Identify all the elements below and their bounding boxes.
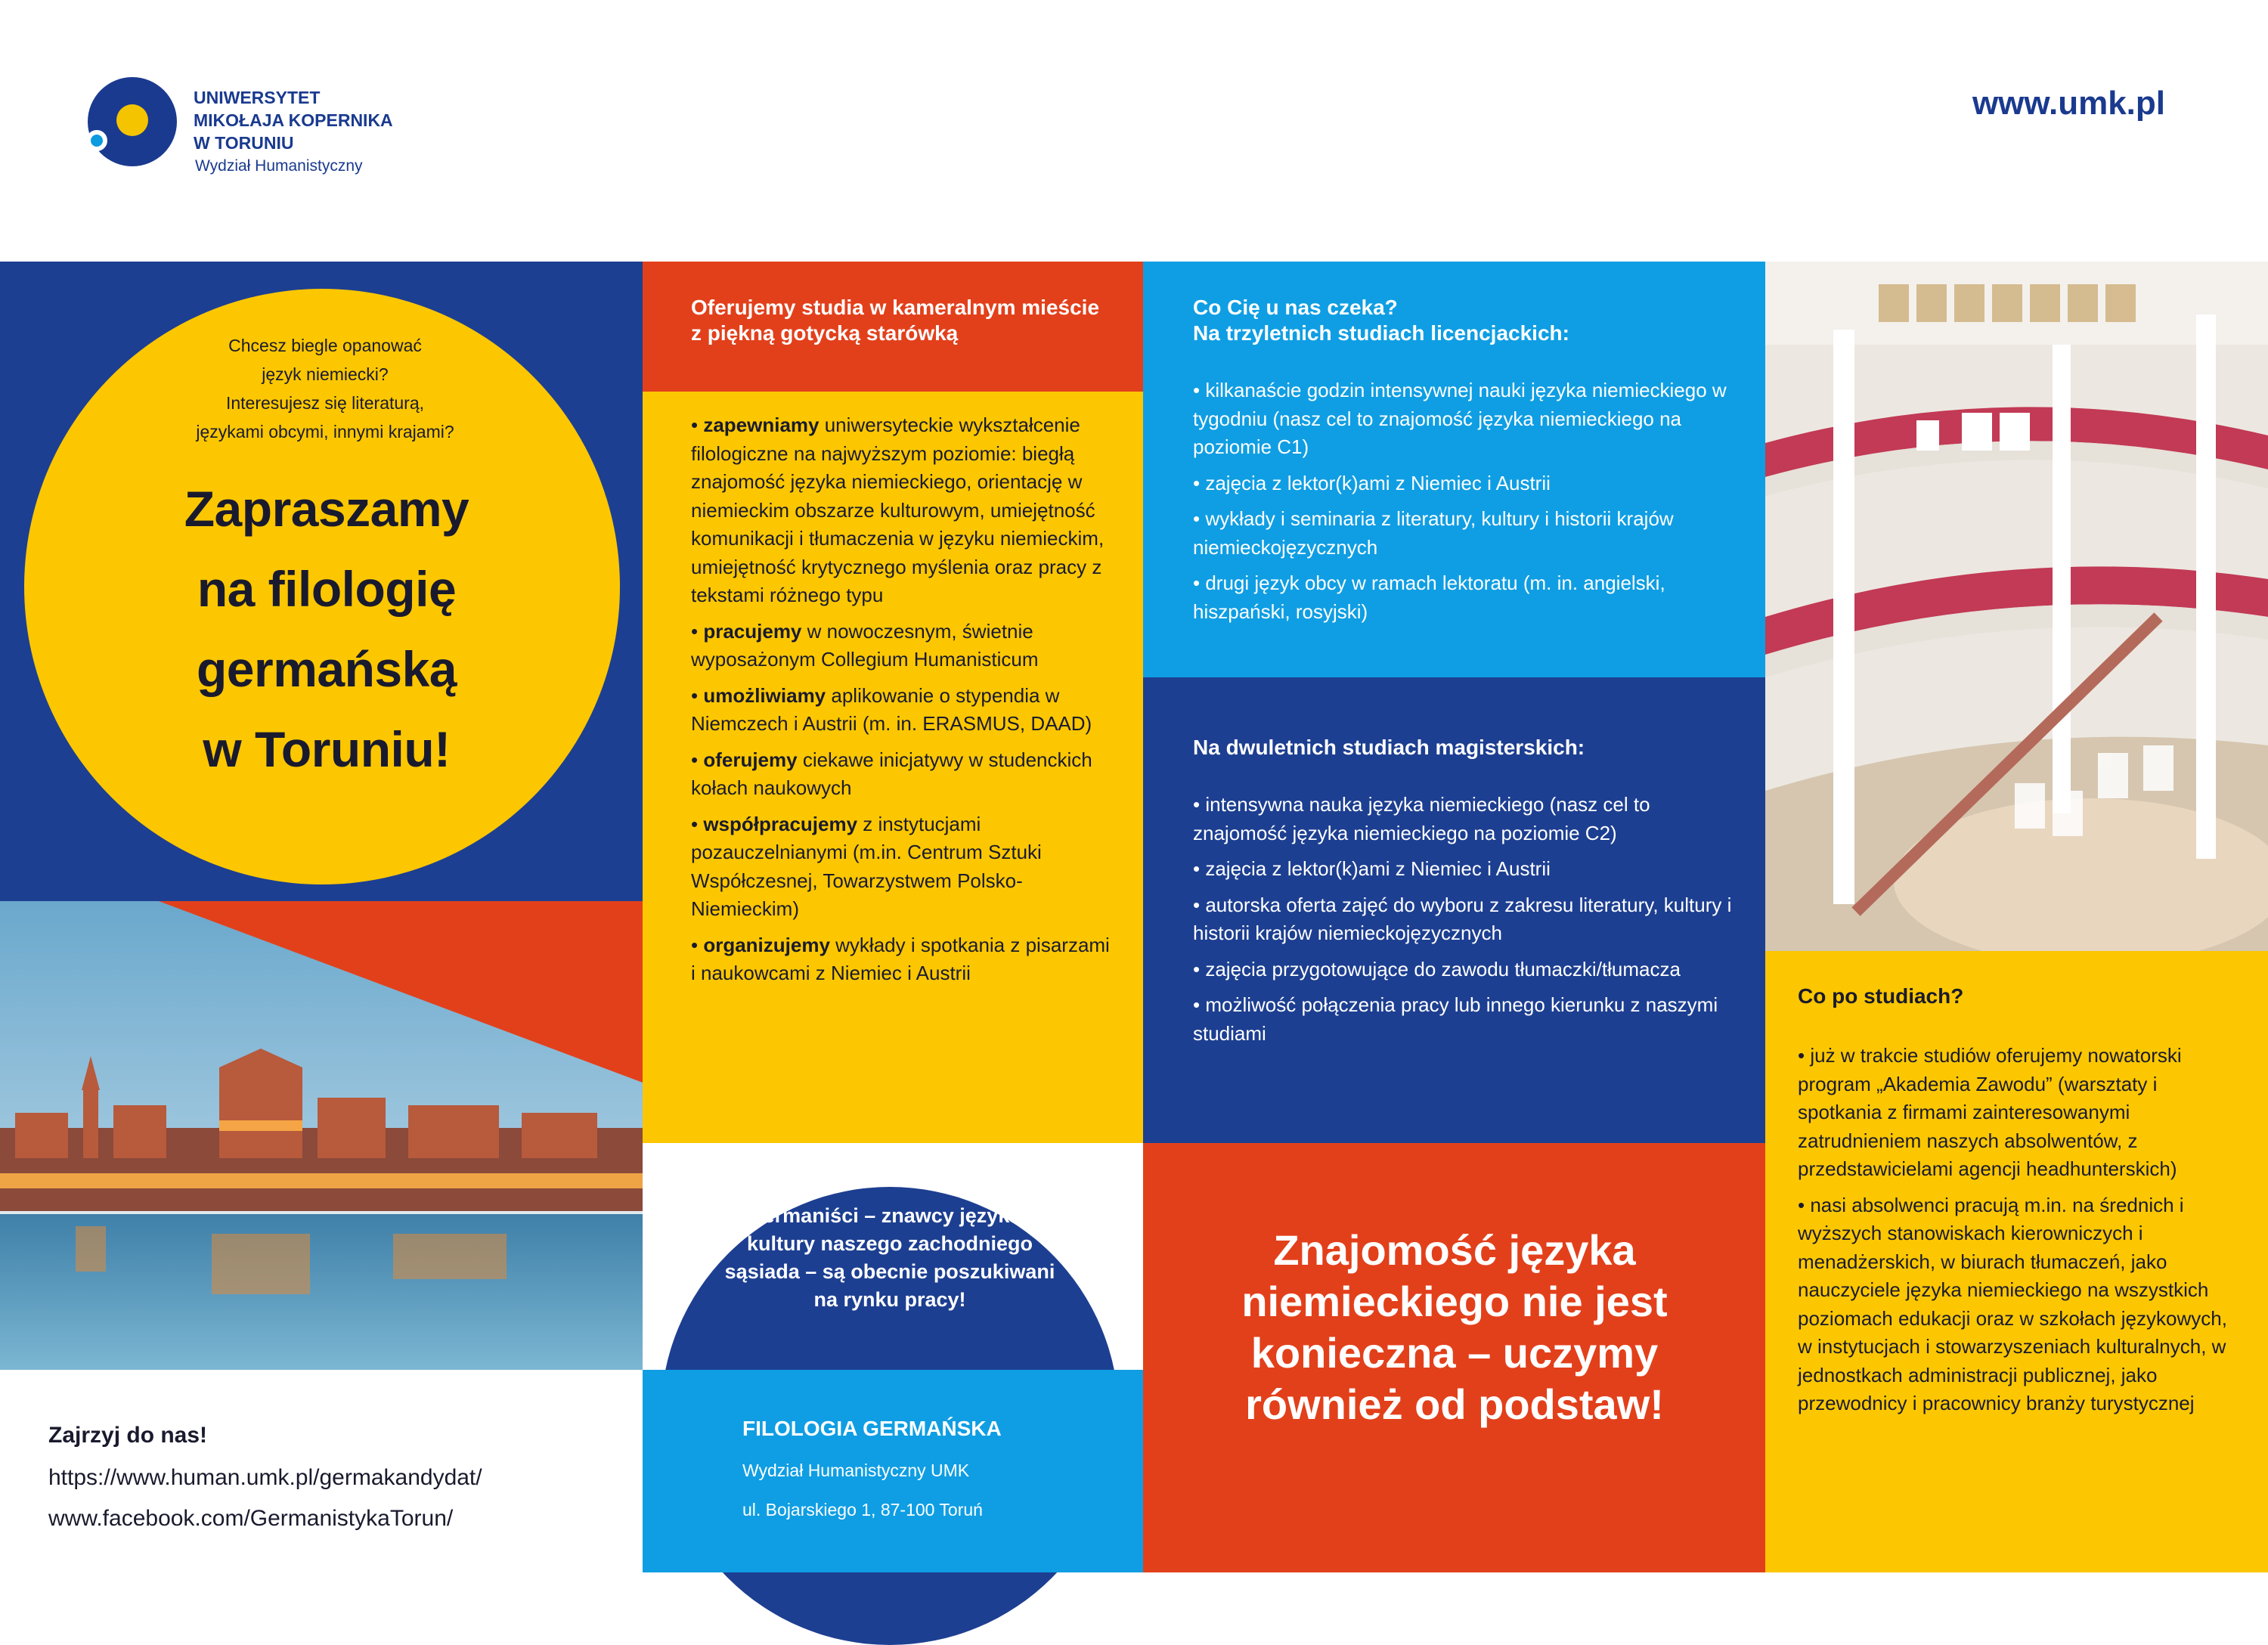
university-name [194,86,435,154]
list-item: • zapewniamy uniwersyteckie wykształcenie filologiczne na najwyższym poziomie: biegłą znajomość języka niemieckiego, orientację w niemieckim obszarze kulturowym, umiejętność komunikacji i tłumaczenia w języku niemieckim, umiejętność krytycznego myślenia oraz pracy z tekstami różnego typu [691,414,1105,606]
offer-item-bold: zapewniamy [703,414,820,436]
offer-item-text: z instytucjami pozauczelnianymi (m.in. Centrum Sztuki Współczesnej, Towarzystwem Polsko-Niemieckim) [691,812,1042,920]
list-item: • już w trakcie studiów oferujemy nowatorski program „Akademia Zawodu” (warsztaty i spotkania z firmami zainteresowanymi zatrudnieniem naszych absolwentów, z przedstawicielami agencji headhunterskich) [1798,1044,2182,1180]
contact-faculty: Wydział Humanistyczny UMK [742,1461,970,1480]
list-item: • możliwość połączenia pracy lub innego kierunku z naszymi studiami [1193,993,1718,1045]
list-item: • drugi język obcy w ramach lektoratu (m. in. angielski, hiszpański, rosyjski) [1193,572,1665,623]
bachelor-item-text: kilkanaście godzin intensywnej nauki języka niemieckiego w tygodniu (nasz cel to znajomość języka niemieckiego na poziomie C1) [1193,379,1727,458]
logo-line-2: MIKOŁAJA KOPERNIKA [194,110,393,130]
bachelor-list [1193,376,1737,634]
offer-item-bold: pracujemy [703,619,802,643]
facebook-link[interactable]: www.facebook.com/GermanistykaTorun/ [48,1506,454,1531]
after-item-text: już w trakcie studiów oferujemy nowatorski program „Akademia Zawodu” (warsztaty i spotkania z firmami zainteresowanymi zatrudnieniem naszych absolwentów, z przedstawicielami agencji headhunterskich) [1798,1044,2182,1180]
master-item-text: autorska oferta zajęć do wyboru z zakresu literatury, kultury i historii krajów niemieckojęzycznych [1193,893,1732,944]
offer-item-bold: umożliwiamy [703,683,826,707]
intro-question-line: Chcesz biegle opanować [228,336,422,355]
offer-heading: Oferujemy studia w kameralnym mieście z piękną gotycką starówką [691,296,1100,345]
bachelor-item-text: drugi język obcy w ramach lektoratu (m. in. angielski, hiszpański, rosyjski) [1193,572,1665,623]
candidate-link[interactable]: https://www.human.umk.pl/germakandydat/ [48,1465,482,1490]
knowledge-statement: Znajomość języka niemieckiego nie jest konieczna – uczymy również od podstaw! [1241,1226,1668,1428]
headline-line: Zapraszamy [184,481,469,537]
contact-address: ul. Bojarskiego 1, 87-100 Toruń [742,1500,983,1520]
offer-item-text: w nowoczesnym, świetnie wyposażonym Collegium Humanisticum [691,619,1039,671]
logo-sun-icon [116,104,148,136]
after-item-text: nasi absolwenci pracują m.in. na średnich i wyższych stanowiskach kierowniczych i menadżerskich, w biurach tłumaczeń, jako nauczyciele języka niemieckiego na wszystkich poziomach edukacji oraz w szkołach językowych, w instytucjach i stowarzyszeniach kulturalnych, w jednostkach administracji publicznej, jako przewodnicy i pracownicy branży turystycznej [1798,1193,2227,1414]
list-item: • pracujemy w nowoczesnym, świetnie wyposażonym Collegium Humanisticum [691,619,1039,671]
intro-questions [121,331,529,446]
list-item: • oferujemy ciekawe inicjatywy w studenckich kołach naukowych [691,748,1092,799]
list-item: • współpracujemy z instytucjami pozauczelnianymi (m.in. Centrum Sztuki Współczesnej, Towarzystwem Polsko-Niemieckim) [691,812,1042,920]
bachelor-item-text: wykłady i seminaria z literatury, kultury i historii krajów niemieckojęzycznych [1193,507,1674,559]
faculty-name: Wydział Humanistyczny [195,157,363,175]
list-item: • zajęcia z lektor(k)ami z Niemiec i Austrii [1193,471,1551,494]
list-item: • umożliwiamy aplikowanie o stypendia w Niemczech i Austrii (m. in. ERASMUS, DAAD) [691,683,1092,735]
master-heading: Na dwuletnich studiach magisterskich: [1193,736,1585,759]
logo-dot-icon [86,130,107,151]
logo-line-1: UNIWERSYTET [194,88,321,107]
intro-question-line: Interesujesz się literaturą, [225,393,425,413]
offer-item-bold: współpracujemy [703,812,858,835]
headline-line: w Toruniu! [203,721,451,777]
intro-headline [100,469,553,789]
headline-line: na filologię [197,561,457,617]
master-item-text: możliwość połączenia pracy lub innego kierunku z naszymi studiami [1193,993,1718,1045]
master-list [1193,791,1737,1055]
list-item: • wykłady i seminaria z literatury, kultury i historii krajów niemieckojęzycznych [1193,507,1674,559]
list-item: • zajęcia przygotowujące do zawodu tłumaczki/tłumacza [1193,957,1681,980]
after-studies-list [1798,1042,2236,1426]
list-item: • zajęcia z lektor(k)ami z Niemiec i Austrii [1193,857,1551,880]
contact-title: FILOLOGIA GERMAŃSKA [742,1417,1002,1440]
bachelor-item-text: zajęcia z lektor(k)ami z Niemiec i Austrii [1205,471,1551,494]
list-item: • autorska oferta zajęć do wyboru z zakresu literatury, kultury i historii krajów niemieckojęzycznych [1193,893,1732,944]
list-item: • intensywna nauka języka niemieckiego (nasz cel to znajomość języka niemieckiego na poziomie C2) [1193,793,1650,844]
master-item-text: zajęcia przygotowujące do zawodu tłumaczki/tłumacza [1205,957,1681,980]
master-item-text: zajęcia z lektor(k)ami z Niemiec i Austrii [1205,857,1551,880]
offer-item-bold: oferujemy [703,748,798,771]
bachelor-heading-line-2: Na trzyletnich studiach licencjackich: [1193,321,1569,345]
offer-list [691,411,1119,996]
master-item-text: intensywna nauka języka niemieckiego (nasz cel to znajomość języka niemieckiego na poziomie C2) [1193,793,1650,844]
intro-question-line: język niemiecki? [262,364,389,384]
germanists-text: Germaniści – znawcy języka i kultury naszego zachodniego sąsiada – są obecnie poszukiwani na rynku pracy! [724,1204,1055,1311]
list-item: • organizujemy wykłady i spotkania z pisarzami i naukowcami z Niemiec i Austrii [691,933,1110,984]
offer-item-text: aplikowanie o stypendia w Niemczech i Austrii (m. in. ERASMUS, DAAD) [691,683,1092,735]
bachelor-heading-line-1: Co Cię u nas czeka? [1193,296,1398,319]
visit-heading: Zajrzyj do nas! [48,1423,208,1448]
offer-item-text: wykłady i spotkania z pisarzami i naukowcami z Niemiec i Austrii [691,933,1110,984]
offer-item-text: ciekawe inicjatywy w studenckich kołach naukowych [691,748,1092,799]
after-studies-heading: Co po studiach? [1798,984,1964,1008]
intro-question-line: językami obcymi, innymi krajami? [196,422,454,441]
offer-item-text: uniwersyteckie wykształcenie filologiczne na najwyższym poziomie: biegłą znajomość języka niemieckiego, orientację w niemieckim obszarze kulturowym, umiejętność komunikacji i tłumaczenia w języku niemieckim, umiejętność krytycznego myślenia oraz pracy z tekstami różnego typu [691,414,1105,606]
website-link[interactable]: www.umk.pl [1972,85,2165,122]
offer-item-bold: organizujemy [703,933,830,956]
list-item: • kilkanaście godzin intensywnej nauki języka niemieckiego w tygodniu (nasz cel to znajomość języka niemieckiego na poziomie C1) [1193,379,1727,458]
list-item: • nasi absolwenci pracują m.in. na średnich i wyższych stanowiskach kierowniczych i menadżerskich, w biurach tłumaczeń, jako nauczyciele języka niemieckiego na wszystkich poziomach edukacji oraz w szkołach językowych, w instytucjach i stowarzyszeniach kulturalnych, w jednostkach administracji publicznej, jako przewodnicy i pracownicy branży turystycznej [1798,1193,2227,1414]
headline-line: germańską [196,641,457,697]
torun-city-photo [0,901,643,1370]
logo-line-3: W TORUNIU [194,133,294,153]
bachelor-heading [1193,295,1722,346]
collegium-interior-photo [1765,262,2268,951]
